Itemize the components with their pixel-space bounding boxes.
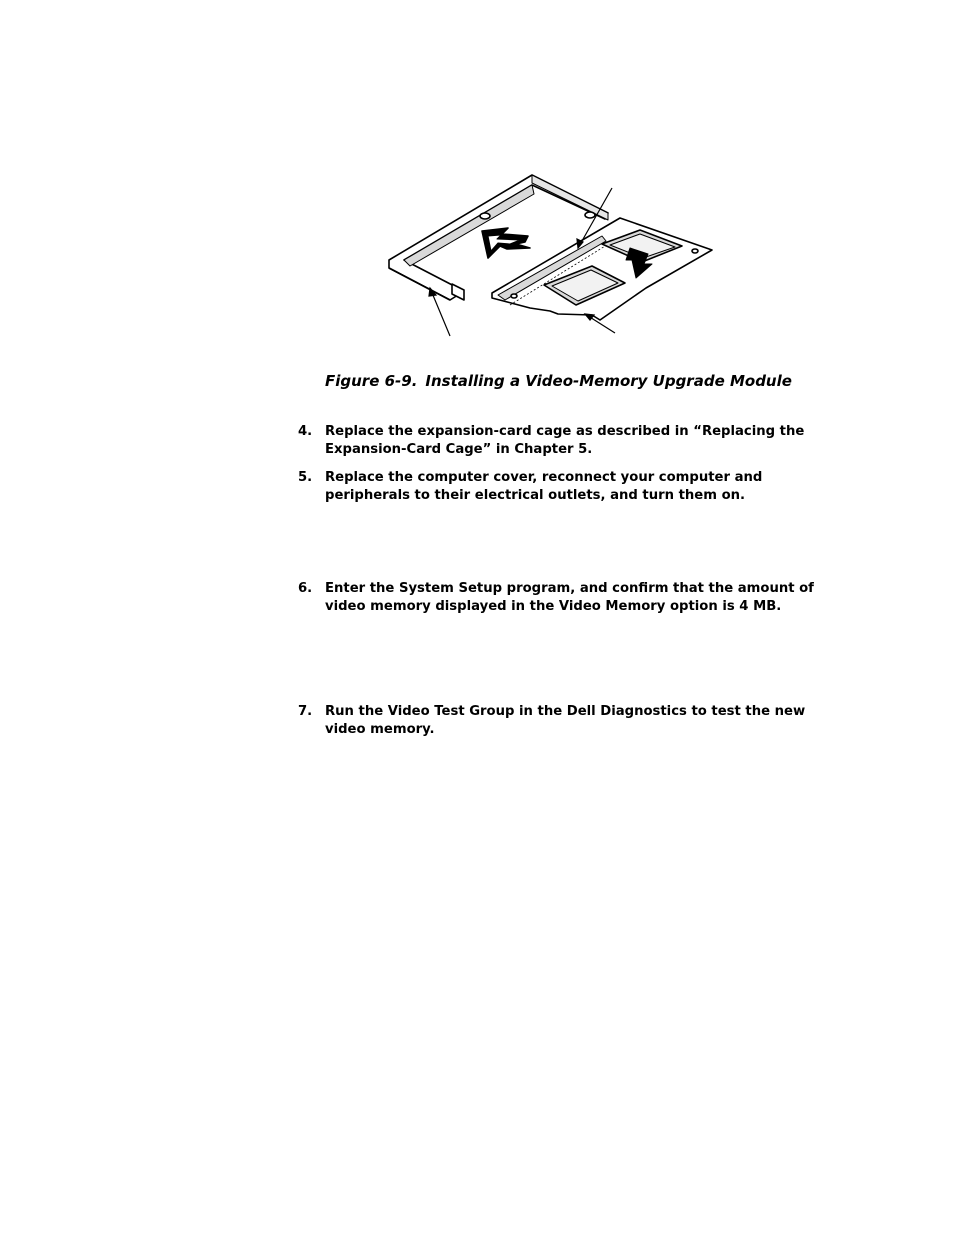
step-4: [298, 423, 838, 458]
video-memory-module-illustration: [380, 168, 730, 343]
step-number: 7.: [298, 704, 313, 719]
step-6: [298, 580, 838, 615]
step-number: 4.: [298, 424, 313, 439]
figure-title: Installing a Video-Memory Upgrade Module: [425, 372, 792, 390]
step-5: [298, 469, 838, 504]
figure-number: Figure 6-9.: [325, 372, 418, 390]
video-memory-module-drawing: [492, 218, 712, 320]
step-text: Replace the expansion-card cage as described in “Replacing the Expansion-Card Cage” in Chapter 5.: [325, 424, 805, 457]
step-text: Replace the computer cover, reconnect your computer and peripherals to their electrical outlets, and turn them on.: [325, 470, 763, 503]
insertion-arrow-drawing: [482, 228, 530, 258]
step-number: 5.: [298, 470, 313, 485]
step-text: Enter the System Setup program, and confirm that the amount of video memory displayed in the Video Memory option is 4 MB.: [325, 581, 814, 614]
step-number: 6.: [298, 581, 313, 596]
step-7: [298, 703, 838, 738]
step-text: Run the Video Test Group in the Dell Diagnostics to test the new video memory.: [325, 704, 806, 737]
figure-caption: [325, 372, 792, 390]
